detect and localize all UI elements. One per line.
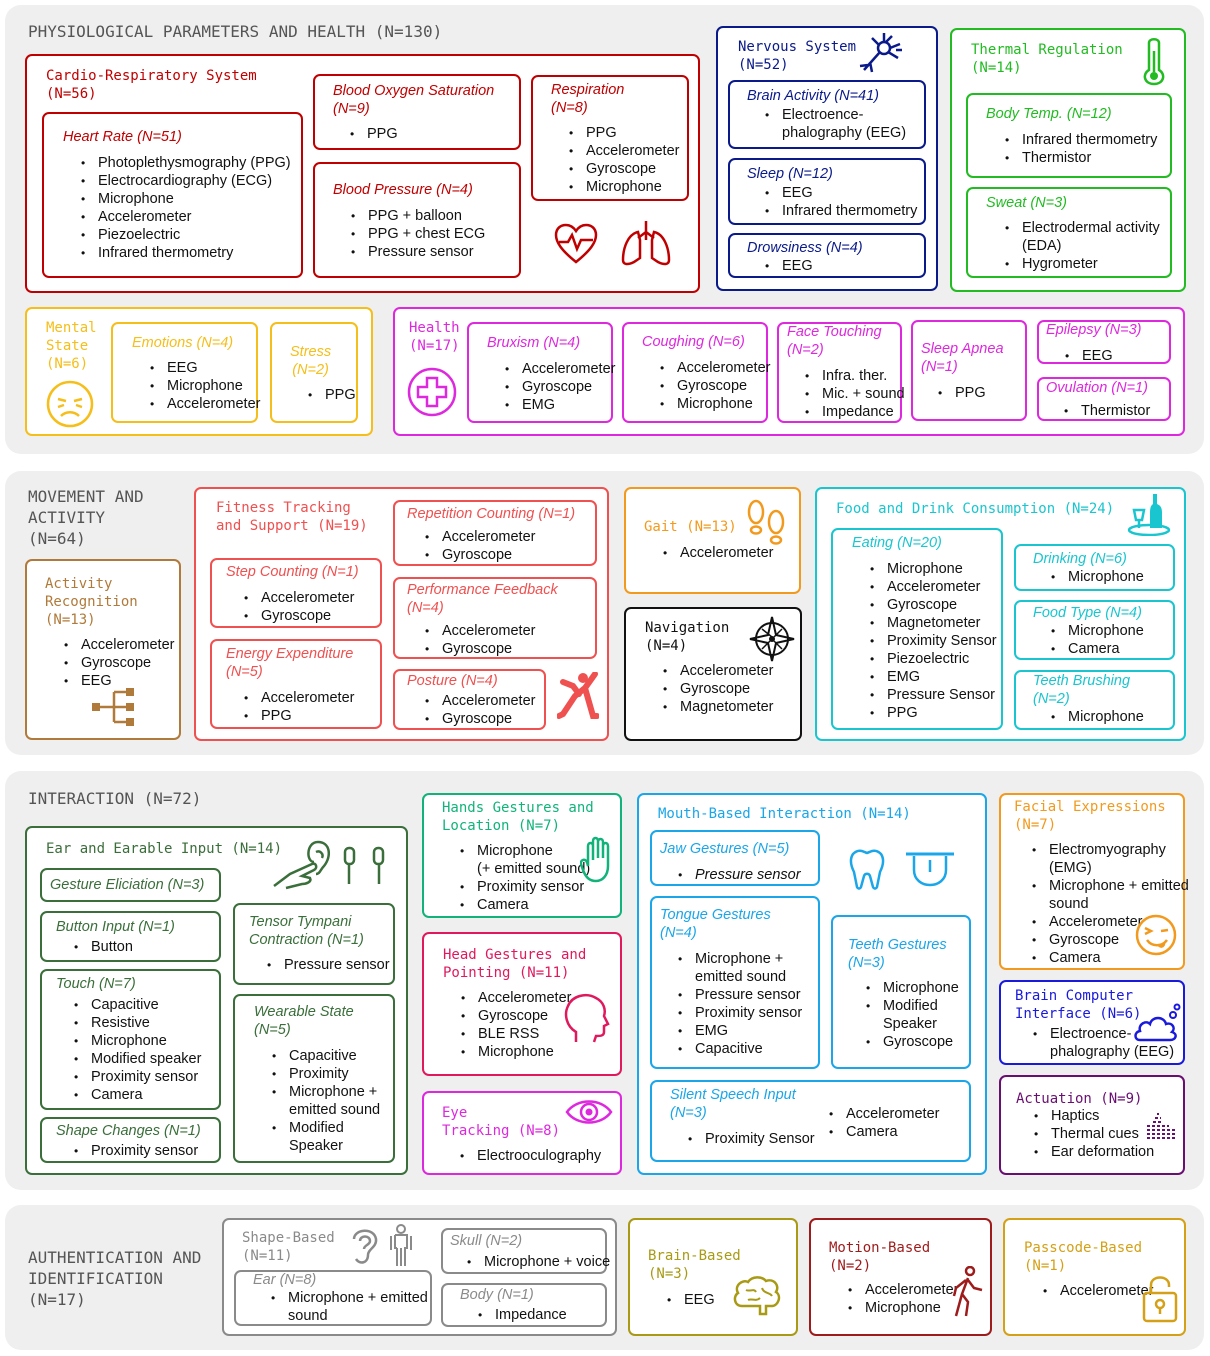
sensor-item: • Accelerometer [677,359,770,377]
sensor-item: • Accelerometer [1049,913,1189,931]
section-title: PHYSIOLOGICAL PARAMETERS AND HEALTH (N=130) [28,22,443,41]
sensor-item: • Capacitive [695,1040,802,1058]
box-title: Repetition Counting (N=1) [407,506,576,522]
sensor-item: • Accelerometer [442,528,535,546]
sensor-list [424,528,535,564]
hand-icon [580,836,616,884]
sensor-list [73,1142,198,1160]
sensor-item: • PPG [325,386,356,404]
compass-icon [748,615,796,663]
sensor-item: • Gyroscope [586,160,679,178]
box-title: Coughing (N=6) [642,334,745,350]
box-title: Passcode-Based (N=1) [1024,1240,1143,1274]
sensor-item: • Accelerometer [261,589,354,607]
box-title: Shape Changes (N=1) [56,1123,201,1139]
sensor-item: • Microphone + emitted sound [289,1083,380,1119]
box-title: Mouth-Based Interaction (N=14) [658,806,911,822]
sensor-item: • Proximity sensor [91,1068,201,1086]
sensor-list [865,979,959,1051]
box-title: Skull (N=2) [450,1233,523,1249]
sensor-item: • Microphone [677,395,770,413]
sensor-item: • Pressure sensor [368,243,485,261]
sensor-item: • Pressure sensor [695,866,801,884]
sensor-list [1004,131,1157,167]
sensor-item: • Infrared thermometry [1022,131,1157,149]
sensor-item: • Microphone [865,1299,958,1317]
sensor-item: • PPG + balloon [368,207,485,225]
ear-icon [348,1225,380,1267]
sensor-item: • Electroence- phalography (EEG) [782,106,906,142]
sensor-item: • Impedance [495,1306,567,1324]
lungs-icon [620,218,672,268]
box-title: Food and Drink Consumption (N=24) [836,501,1115,517]
sensor-list [459,1147,601,1165]
sensor-item: • Resistive [91,1014,201,1032]
sensor-list [270,1289,428,1325]
earbuds-icon [342,844,388,888]
brain-icon [732,1276,782,1316]
sensor-item: • Microphone [1068,708,1144,726]
box-title: Sleep (N=12) [747,166,833,182]
head-icon [562,992,610,1046]
sensor-list [828,1105,939,1141]
sensor-item: • BLE RSS [478,1025,571,1043]
sensor-item: • Microphone + voice [484,1253,610,1271]
sensor-item: • Accelerometer [1060,1282,1153,1300]
sensor-list [764,257,813,275]
sensor-item: • EEG [81,672,174,690]
box-title: Gesture Eliciation (N=3) [50,877,205,893]
sensor-item: • Piezoelectric [98,226,291,244]
tooth-icon [848,848,886,890]
sensor-item: • Proximity Sensor [887,632,997,650]
sensor-item: • Camera [91,1086,201,1104]
sensor-list [687,1130,815,1148]
section-title: INTERACTION (N=72) [28,789,202,808]
sensor-list [504,360,615,414]
sensor-list [1004,219,1160,273]
medical-cross-icon [406,366,458,418]
sensor-item: • Thermistor [1081,402,1150,420]
eye-icon [565,1096,613,1128]
sensor-item: • Gyroscope [442,710,535,728]
sensor-list [937,384,986,402]
sensor-list [677,866,801,884]
sensor-item: • Accelerometer [167,395,260,413]
sensor-item: • Microphone + emitted sound [1049,877,1189,913]
sensor-item: • Accelerometer [887,578,997,596]
sensor-item: • Accelerometer [846,1105,939,1123]
box-title: Heart Rate (N=51) [63,129,182,145]
box-title: Face Touching (N=2) [787,324,882,358]
sensor-item: • Accelerometer [442,692,535,710]
sensor-item: • Microphone [98,190,291,208]
sensor-item: • Button [91,938,133,956]
sensor-item: • EMG [695,1022,802,1040]
sensor-item: • Electromyography (EMG) [1049,841,1189,877]
sensor-list [869,560,997,722]
ear-touch-icon [272,838,336,890]
sensor-list [466,1253,610,1271]
sensor-item: • PPG [261,707,354,725]
sensor-item: • Accelerometer [478,989,571,1007]
sensor-item: • Gyroscope [442,546,535,564]
box-title: Respiration (N=8) [551,82,625,116]
box-title: Touch (N=7) [56,976,136,992]
box-title: Teeth Gestures (N=3) [848,937,947,971]
sensor-list [477,1306,567,1324]
box-title: Performance Feedback (N=4) [407,582,558,616]
box-title: Mental State (N=6) [46,320,97,372]
sensor-item: • Gyroscope [1049,931,1189,949]
sensor-item: • Camera [1049,949,1189,967]
sensor-item: • Accelerometer [261,689,354,707]
box-title: Motion-Based (N=2) [829,1240,931,1274]
box-title: Eye Tracking (N=8) [442,1105,561,1139]
sensor-item: • PPG [367,125,398,143]
sensor-list [804,367,905,421]
sensor-list [243,689,354,725]
sensor-item: • Haptics [1051,1107,1154,1125]
box-title: Eating (N=20) [852,535,942,551]
sensor-list [677,950,802,1058]
sensor-list [764,184,917,220]
box-title: Sweat (N=3) [986,195,1067,211]
sensor-item: • Electroence- phalography (EEG) [1050,1025,1174,1061]
sensor-list [1063,402,1150,420]
sensor-item: • EEG [1082,347,1113,365]
sensor-item: • Modified Speaker [883,997,959,1033]
sensor-item: • Microphone [1068,568,1144,586]
box-title: Tongue Gestures (N=4) [660,907,771,941]
box-title: Body (N=1) [460,1287,534,1303]
box-title: Emotions (N=4) [132,335,234,351]
section-title: MOVEMENT AND ACTIVITY (N=64) [28,487,144,548]
sensor-item: • Gyroscope [442,640,535,658]
sensor-item: • Pressure Sensor [887,686,997,704]
sensor-item: • Piezoelectric [887,650,997,668]
sensor-list [1050,622,1144,658]
sensor-item: • Accelerometer [522,360,615,378]
sensor-item: • EEG [684,1291,715,1309]
sensor-list [149,359,260,413]
sensor-item: • Gyroscope [261,607,354,625]
sensor-item: • Microphone + emitted sound [695,950,802,986]
sensor-item: • Gyroscope [677,377,770,395]
box-title: Stress (N=2) [290,344,332,378]
sensor-item: • Microphone [586,178,679,196]
sensor-item: • Proximity sensor [695,1004,802,1022]
sensor-item: • Gyroscope [81,654,174,672]
box-title: Nervous System (N=52) [738,39,857,73]
sensor-item: • Microphone [883,979,959,997]
sensor-item: • Accelerometer [442,622,535,640]
box-title: Ovulation (N=1) [1046,380,1148,396]
box-title: Ear (N=8) [253,1272,317,1288]
sensor-item: • Gyroscope [887,596,997,614]
sensor-list [659,359,770,413]
sensor-list [1064,347,1113,365]
sensor-item: • Microphone (+ emitted sound) [477,842,590,878]
sensor-list [847,1281,958,1317]
box-title: Body Temp. (N=12) [986,106,1112,122]
sensor-item: • Accelerometer [680,544,773,562]
footprints-icon [744,498,788,550]
sensor-item: • Modified Speaker [289,1119,380,1155]
sensor-list [63,636,174,690]
box-title: Ear and Earable Input (N=14) [46,841,283,857]
sensor-list [73,938,133,956]
box-title: Brain-Based (N=3) [648,1248,741,1282]
box-title: Silent Speech Input (N=3) [670,1087,796,1121]
sensor-list [73,996,201,1104]
sensor-item: • Accelerometer [865,1281,958,1299]
sensor-list [266,956,390,974]
sensor-item: • Impedance [822,403,905,421]
sensor-item: • Camera [1068,640,1144,658]
sensor-item: • EEG [782,257,813,275]
box-title: Facial Expressions (N=7) [1014,799,1166,833]
sensor-list [350,207,485,261]
yoga-pose-icon [557,672,599,720]
sensor-item: • Photoplethysmography (PPG) [98,154,291,172]
sensor-list [1050,568,1144,586]
box-title: Drinking (N=6) [1033,551,1127,567]
sensor-item: • PPG + chest ECG [368,225,485,243]
sensor-item: • Microphone [887,560,997,578]
sensor-item: • Modified speaker [91,1050,201,1068]
sensor-item: • Pressure sensor [284,956,390,974]
box-title: Tensor Tympani Contraction (N=1) [249,914,364,948]
sensor-item: • Infra. ther. [822,367,905,385]
sensor-item: • Accelerometer [98,208,291,226]
sensor-item: • Camera [477,896,590,914]
sensor-item: • Hygrometer [1022,255,1160,273]
sensor-list [424,692,535,728]
vibration-icon [1145,1106,1179,1140]
box-title: Health (N=17) [409,320,460,354]
box-title: Cardio-Respiratory System (N=56) [46,68,257,102]
box-title: Gait (N=13) [644,519,737,535]
sensor-list [662,662,774,716]
box-title: Blood Pressure (N=4) [333,182,473,198]
box-title: Hands Gestures and Location (N=7) [442,800,594,834]
box-title: Brain Computer Interface (N=6) [1015,988,1142,1022]
box-title: Drowsiness (N=4) [747,240,863,256]
sensor-list [243,589,354,625]
tongue-icon [904,850,956,888]
body-icon [389,1224,413,1268]
sensor-list [1042,1282,1153,1300]
box-title: Jaw Gestures (N=5) [660,841,790,857]
sensor-item: • Ear deformation [1051,1143,1154,1161]
sensor-item: • Microphone [478,1043,571,1061]
heart-pulse-icon [553,222,599,266]
sensor-item: • Gyroscope [680,680,774,698]
sensor-item: • Microphone + emitted sound [288,1289,428,1325]
box-title: Button Input (N=1) [56,919,175,935]
box-title: Energy Expenditure (N=5) [226,646,354,680]
sensor-item: • EEG [782,184,917,202]
sensor-item: • EMG [887,668,997,686]
sensor-list [666,1291,715,1309]
walking-icon [950,1266,984,1318]
box-title: Wearable State (N=5) [254,1004,354,1038]
sensor-item: • Electrodermal activity (EDA) [1022,219,1160,255]
padlock-icon [1141,1273,1179,1325]
sensor-item: • Gyroscope [478,1007,571,1025]
box-title: Navigation (N=4) [645,620,730,654]
sensor-item: • Magnetometer [680,698,774,716]
box-title: Sleep Apnea (N=1) [921,341,1004,375]
activity-tree-icon [90,686,136,728]
sensor-item: • Microphone [1068,622,1144,640]
section-title: AUTHENTICATION AND IDENTIFICATION (N=17) [28,1248,202,1309]
thermometer-icon [1136,37,1172,87]
sensor-item: • Gyroscope [522,378,615,396]
sensor-item: • Gyroscope [883,1033,959,1051]
sensor-item: • Magnetometer [887,614,997,632]
sensor-list [460,989,571,1061]
sensor-item: • Thermal cues [1051,1125,1154,1143]
box-title: Bruxism (N=4) [487,335,581,351]
winking-face-icon [1134,913,1178,957]
box-title: Head Gestures and Pointing (N=11) [443,947,587,981]
box-title: Food Type (N=4) [1033,605,1142,621]
sensor-list [349,125,398,143]
sensor-item: • EEG [167,359,260,377]
sensor-item: • Capacitive [91,996,201,1014]
sensor-list [1050,708,1144,726]
sensor-list [307,386,356,404]
sensor-item: • Mic. + sound [822,385,905,403]
sensor-item: • Proximity Sensor [705,1130,815,1148]
sensor-item: • Proximity [289,1065,380,1083]
box-title: Actuation (N=9) [1016,1091,1143,1107]
sensor-item: • Infrared thermometry [98,244,291,262]
box-title: Step Counting (N=1) [226,564,359,580]
sensor-item: • Electrocardiography (ECG) [98,172,291,190]
sensor-item: • Infrared thermometry [782,202,917,220]
sensor-item: • Capacitive [289,1047,380,1065]
sensor-item: • PPG [955,384,986,402]
sad-face-icon [44,379,96,429]
sensor-item: • Thermistor [1022,149,1157,167]
sensor-item: • Accelerometer [586,142,679,160]
sensor-item: • Camera [846,1123,939,1141]
box-title: Posture (N=4) [407,673,498,689]
sensor-list [424,622,535,658]
sensor-list [764,106,906,142]
sensor-list [271,1047,380,1155]
box-title: Blood Oxygen Saturation (N=9) [333,83,495,117]
sensor-list [80,154,291,262]
sensor-item: • Proximity sensor [91,1142,198,1160]
box-title: Epilepsy (N=3) [1046,322,1142,338]
sensor-item: • Pressure sensor [695,986,802,1004]
sensor-item: • Accelerometer [81,636,174,654]
sensor-item: • PPG [887,704,997,722]
sensor-item: • EMG [522,396,615,414]
box-title: Teeth Brushing (N=2) [1033,673,1131,707]
drink-icon [1126,490,1172,536]
box-title: Shape-Based (N=11) [242,1230,335,1264]
sensor-item: • Microphone [91,1032,201,1050]
sensor-list [568,124,679,196]
neuron-icon [856,30,904,76]
sensor-list [459,842,590,914]
sensor-item: • PPG [586,124,679,142]
brain-cloud-icon [1132,1002,1182,1044]
box-title: Thermal Regulation (N=14) [971,42,1123,76]
sensor-item: • Proximity sensor [477,878,590,896]
sensor-item: • Electrooculography [477,1147,601,1165]
sensor-item: • Microphone [167,377,260,395]
box-title: Brain Activity (N=41) [747,88,880,104]
sensor-item: • Accelerometer [680,662,774,680]
sensor-list [1033,1107,1154,1161]
box-title: Fitness Tracking and Support (N=19) [216,500,368,534]
box-title: Activity Recognition (N=13) [45,576,138,628]
